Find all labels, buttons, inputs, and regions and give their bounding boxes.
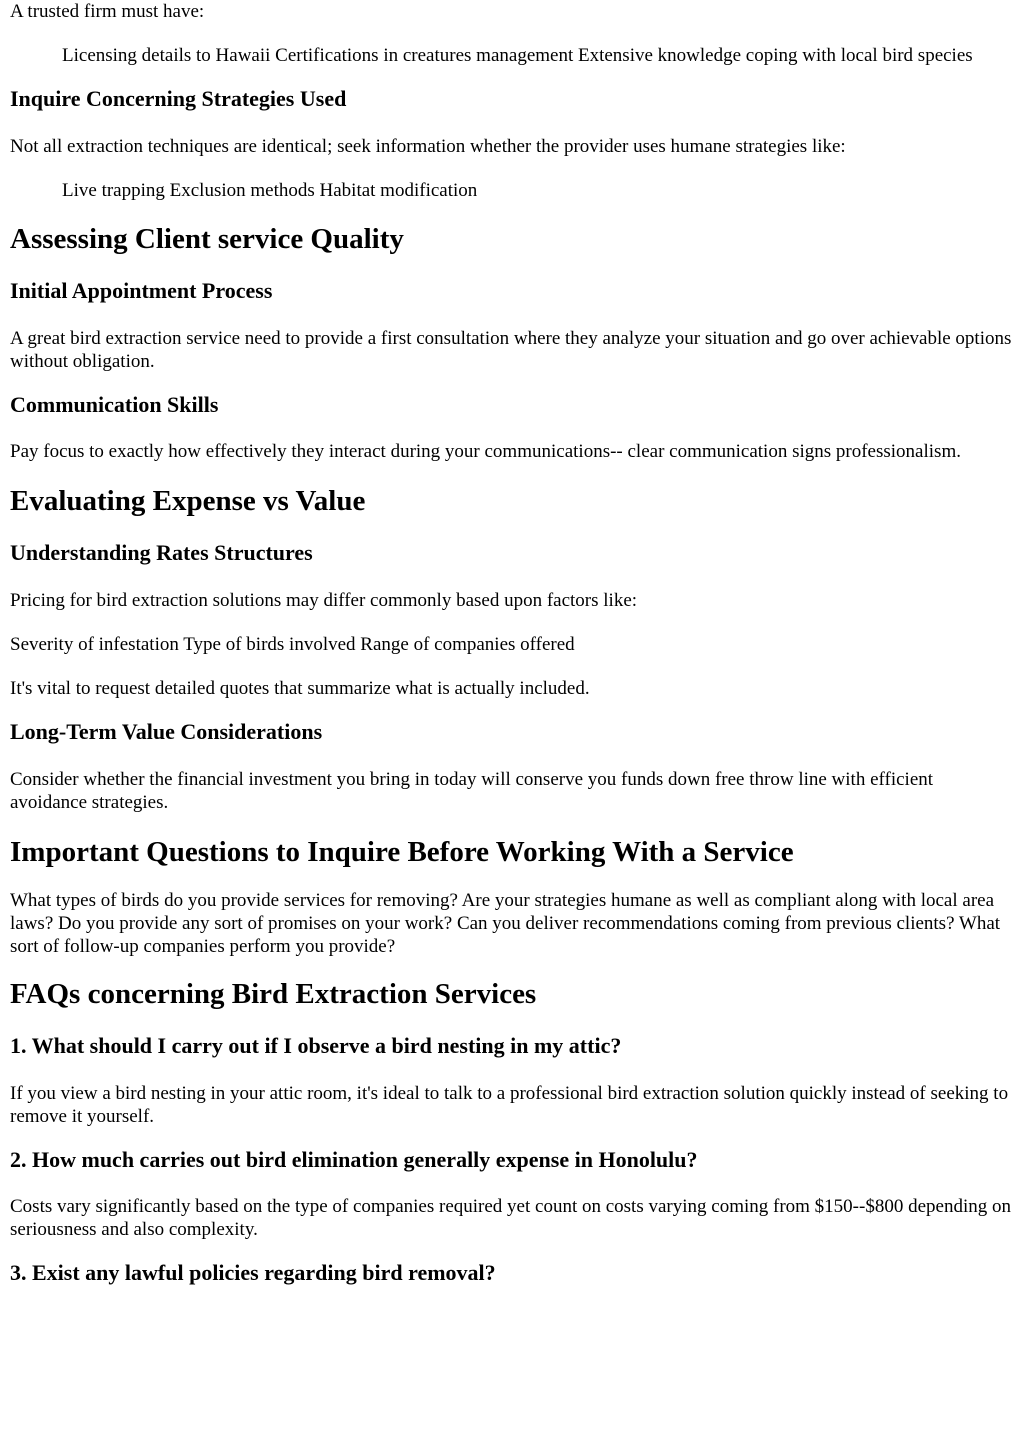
faq-question-1: 1. What should I carry out if I observe a bird nesting in my attic?: [10, 1033, 622, 1058]
faq-answer-2: Costs vary significantly based on the type of companies required yet count on costs varying coming from $150--$800 depending on seriousness and also complexity.: [10, 1196, 1011, 1240]
section-heading-client-service: Assessing Client service Quality: [10, 223, 404, 255]
quotes-paragraph: It's vital to request detailed quotes that summarize what is actually included.: [10, 678, 590, 699]
subheading-rates: Understanding Rates Structures: [10, 540, 313, 565]
faq-question-3: 3. Exist any lawful policies regarding bird removal?: [10, 1260, 496, 1285]
appointment-paragraph: A great bird extraction service need to provide a first consultation where they analyze your situation and go over achievable options without obligation.: [10, 328, 1012, 372]
section-heading-questions: Important Questions to Inquire Before Working With a Service: [10, 836, 794, 868]
subheading-long-term: Long-Term Value Considerations: [10, 719, 323, 744]
subheading-appointment: Initial Appointment Process: [10, 278, 273, 303]
rates-factors: Severity of infestation Type of birds involved Range of companies offered: [10, 634, 575, 655]
faq-answer-1: If you view a bird nesting in your attic room, it's ideal to talk to a professional bird extraction solution quickly instead of seeking to remove it yourself.: [10, 1083, 1009, 1127]
strategies-paragraph: Not all extraction techniques are identical; seek information whether the provider uses humane strategies like:: [10, 136, 846, 157]
section-heading-strategies: Inquire Concerning Strategies Used: [10, 86, 347, 111]
subheading-communication: Communication Skills: [10, 392, 219, 417]
communication-paragraph: Pay focus to exactly how effectively they interact during your communications-- clear communication signs professionalism.: [10, 441, 961, 462]
rates-paragraph: Pricing for bird extraction solutions may differ commonly based upon factors like:: [10, 590, 638, 611]
long-term-paragraph: Consider whether the financial investment you bring in today will conserve you funds down free throw line with efficient avoidance strategies.: [10, 769, 934, 813]
section-heading-faqs: FAQs concerning Bird Extraction Services: [10, 978, 537, 1010]
intro-paragraph: A trusted firm must have:: [10, 1, 205, 22]
qualifications-list: Licensing details to Hawaii Certifications in creatures management Extensive knowledge coping with local bird species: [62, 45, 973, 66]
questions-paragraph: What types of birds do you provide services for removing? Are your strategies humane as well as compliant along with local area laws? Do you provide any sort of promises on your work? Can you deliver recommendations coming from previous clients? What sort of follow-up companies perform you provide?: [10, 890, 1001, 957]
faq-question-2: 2. How much carries out bird elimination generally expense in Honolulu?: [10, 1147, 698, 1172]
strategies-list: Live trapping Exclusion methods Habitat modification: [62, 180, 478, 201]
section-heading-expense: Evaluating Expense vs Value: [10, 485, 366, 517]
